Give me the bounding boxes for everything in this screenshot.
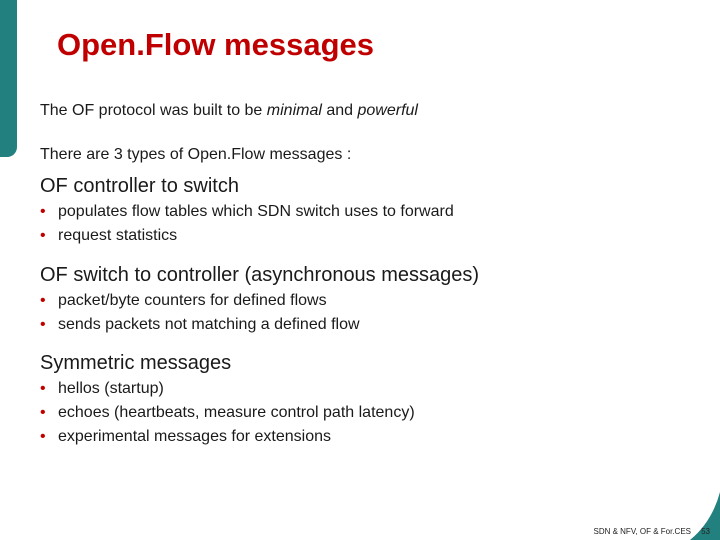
list-item: [40, 313, 360, 337]
bullet-icon: •: [40, 380, 46, 397]
types-line: There are 3 types of Open.Flow messages :: [40, 146, 352, 163]
footer-text: SDN & NFV, OF & For.CES: [593, 527, 691, 536]
list-item-text: request statistics: [58, 227, 178, 244]
bullet-icon: •: [40, 428, 46, 445]
bullet-list-switch-to-controller: [40, 289, 360, 337]
left-accent-bar: [0, 0, 17, 157]
list-item-text: populates flow tables which SDN switch uses to forward: [58, 203, 454, 220]
list-item: [40, 401, 415, 425]
list-item-text: sends packets not matching a defined flow: [58, 316, 360, 333]
list-item: [40, 425, 415, 449]
list-item-text: experimental messages for extensions: [58, 428, 332, 445]
bullet-icon: •: [40, 404, 46, 421]
intro-line: [40, 102, 418, 120]
list-item: [40, 289, 360, 313]
list-item-text: packet/byte counters for defined flows: [58, 292, 327, 309]
section-heading-switch-to-controller: OF switch to controller (asynchronous messages): [40, 264, 480, 286]
section-heading-controller-to-switch: OF controller to switch: [40, 175, 239, 197]
list-item-text: echoes (heartbeats, measure control path latency): [58, 404, 415, 421]
section-heading-symmetric: Symmetric messages: [40, 352, 232, 374]
bullet-icon: •: [40, 227, 46, 244]
bullet-list-symmetric: [40, 377, 415, 449]
bullet-icon: •: [40, 203, 46, 220]
list-item: [40, 224, 454, 248]
list-item: [40, 200, 454, 224]
page-number: 53: [701, 527, 710, 536]
intro-emphasis-powerful: powerful: [357, 102, 418, 119]
bullet-list-controller-to-switch: [40, 200, 454, 248]
bullet-icon: •: [40, 316, 46, 333]
slide-title: Open.Flow messages: [57, 27, 374, 62]
intro-emphasis-minimal: minimal: [266, 102, 322, 119]
intro-text-and: and: [321, 102, 358, 119]
list-item-text: hellos (startup): [58, 380, 164, 397]
intro-text: The OF protocol was built to be: [40, 102, 267, 119]
list-item: [40, 377, 415, 401]
bullet-icon: •: [40, 292, 46, 309]
